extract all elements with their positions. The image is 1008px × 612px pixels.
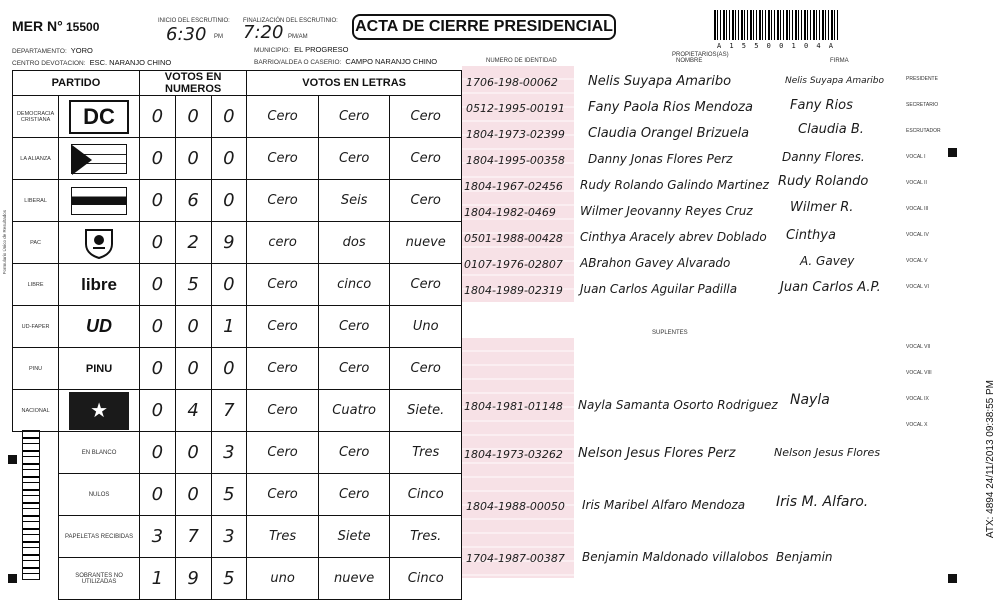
vote-word: Siete — [318, 516, 390, 558]
vote-digit: 0 — [211, 138, 247, 180]
vote-digit: 5 — [211, 558, 247, 600]
vote-word: Cero — [247, 138, 319, 180]
prop-id: 1804-1989-02319 — [464, 284, 563, 297]
vote-word: Tres. — [390, 516, 462, 558]
mer-number: 15500 — [66, 20, 100, 34]
sup-name: Nelson Jesus Flores Perz — [578, 446, 736, 461]
alianza-flag-icon — [71, 144, 127, 174]
table-row — [13, 306, 462, 348]
inicio-time: 6:30 — [166, 24, 207, 45]
vote-digit: 0 — [211, 180, 247, 222]
nacional-star-icon: ★ — [69, 392, 129, 430]
vote-word: Cero — [247, 474, 319, 516]
pinu-logo-icon: PINU — [85, 362, 113, 375]
left-strip-text: Formulario Único de Resultados — [2, 210, 7, 275]
barrio-label: BARRIO/ALDEA O CASERIO: — [254, 59, 342, 66]
vote-digit: 0 — [175, 96, 211, 138]
vote-digit: 0 — [139, 348, 175, 390]
prop-signature: Fany Rios — [790, 98, 853, 113]
municipio-label: MUNICIPIO: — [254, 47, 291, 54]
vote-word: Tres — [247, 516, 319, 558]
municipio-value: EL PROGRESO — [294, 45, 349, 54]
col-letras: VOTOS EN LETRAS — [247, 71, 462, 96]
vote-word: Cero — [390, 348, 462, 390]
table-row — [13, 180, 462, 222]
vote-digit: 0 — [175, 432, 211, 474]
prop-signature: Juan Carlos A.P. — [780, 280, 881, 295]
vote-digit: 0 — [139, 264, 175, 306]
table-row — [13, 432, 462, 474]
final-label: FINALIZACIÓN DEL ESCRUTINIO: — [243, 18, 338, 24]
col-nombre: NOMBRE — [676, 58, 703, 64]
vote-digit: 0 — [211, 264, 247, 306]
vote-digit: 3 — [211, 516, 247, 558]
prop-name: Nelis Suyapa Amaribo — [588, 74, 732, 89]
barrio-row — [254, 57, 437, 66]
table-row — [13, 516, 462, 558]
vote-digit: 0 — [139, 222, 175, 264]
sup-name: Benjamin Maldonado villalobos — [582, 550, 769, 564]
vote-word: nueve — [390, 222, 462, 264]
vote-digit: 5 — [175, 264, 211, 306]
special-name: PAPELETAS RECIBIDAS — [59, 516, 140, 558]
departamento-label: DEPARTAMENTO: — [12, 48, 67, 55]
final-time: 7:20 — [243, 22, 284, 43]
table-header-row — [13, 71, 462, 96]
table-row — [13, 264, 462, 306]
sup-signature: Benjamin — [776, 550, 833, 564]
inicio-suffix: PM — [214, 34, 223, 40]
vote-digit: 1 — [139, 558, 175, 600]
sup-signature: Nayla — [790, 392, 830, 408]
vote-word: Cero — [247, 180, 319, 222]
prop-id: 0107-1976-02807 — [464, 258, 563, 271]
role-label: VOCAL VII — [906, 344, 931, 350]
prop-name: Danny Jonas Flores Perz — [588, 152, 733, 166]
vote-word: Seis — [318, 180, 390, 222]
sup-id: 1804-1973-03262 — [464, 448, 563, 461]
col-identidad: NUMERO DE IDENTIDAD — [486, 58, 557, 64]
vote-word: Cero — [318, 138, 390, 180]
prop-name: Cinthya Aracely abrev Doblado — [580, 230, 767, 244]
table-row — [13, 348, 462, 390]
vote-word: Cero — [247, 306, 319, 348]
vote-word: Cero — [247, 348, 319, 390]
prop-id: 1804-1995-00358 — [466, 154, 565, 167]
party-name: PAC — [13, 222, 59, 264]
vote-digit: 0 — [139, 96, 175, 138]
vote-digit: 9 — [175, 558, 211, 600]
prop-signature: Rudy Rolando — [778, 174, 869, 189]
registration-mark-icon — [948, 148, 957, 157]
vote-word: uno — [247, 558, 319, 600]
vote-digit: 0 — [139, 432, 175, 474]
vote-word: Cero — [247, 264, 319, 306]
departamento-value: YORO — [70, 46, 93, 55]
prop-name: Rudy Rolando Galindo Martinez — [580, 178, 769, 192]
role-label: VOCAL IV — [906, 232, 929, 238]
registration-mark-icon — [948, 574, 957, 583]
sup-signature: Nelson Jesus Flores — [774, 446, 881, 459]
prop-id: 1706-198-00062 — [466, 76, 558, 89]
vote-digit: 7 — [211, 390, 247, 432]
role-label: VOCAL IX — [906, 396, 929, 402]
table-row — [13, 558, 462, 600]
role-label: VOCAL V — [906, 258, 928, 264]
sup-name: Iris Maribel Alfaro Mendoza — [582, 498, 746, 512]
special-name: SOBRANTES NO UTILIZADAS — [59, 558, 140, 600]
party-name: LIBRE — [13, 264, 59, 306]
sup-name: Nayla Samanta Osorto Rodriguez — [578, 398, 778, 412]
party-name: PINU — [13, 348, 59, 390]
vote-word: Uno — [390, 306, 462, 348]
vote-digit: 0 — [139, 390, 175, 432]
vote-digit: 6 — [175, 180, 211, 222]
vote-digit: 3 — [139, 516, 175, 558]
vote-word: Cero — [390, 96, 462, 138]
dc-logo-icon: DC — [69, 100, 129, 134]
party-name: NACIONAL — [13, 390, 59, 432]
vote-word: Cero — [247, 96, 319, 138]
role-label: VOCAL III — [906, 206, 929, 212]
vote-digit: 0 — [211, 348, 247, 390]
prop-name: Claudia Orangel Brizuela — [588, 126, 750, 141]
barrio-value: CAMPO NARANJO CHINO — [345, 57, 438, 66]
inicio-label: INICIO DEL ESCRUTINIO: — [158, 18, 230, 24]
vote-digit: 0 — [175, 348, 211, 390]
vote-digit: 0 — [175, 138, 211, 180]
vote-digit: 3 — [211, 432, 247, 474]
pac-logo-icon — [69, 226, 129, 260]
vote-word: dos — [318, 222, 390, 264]
table-row — [13, 222, 462, 264]
vote-word: Cero — [318, 96, 390, 138]
prop-name: Wilmer Jeovanny Reyes Cruz — [580, 204, 753, 218]
mer-label: MER N° — [12, 18, 63, 34]
col-numeros: VOTOS EN NUMEROS — [139, 71, 246, 96]
barcode-icon — [714, 10, 838, 40]
table-row — [13, 138, 462, 180]
party-name: LIBERAL — [13, 180, 59, 222]
prop-name: Fany Paola Rios Mendoza — [588, 100, 753, 115]
vote-digit: 0 — [175, 474, 211, 516]
vote-word: cero — [247, 222, 319, 264]
party-name: DEMOCRACIA CRISTIANA — [13, 96, 59, 138]
vote-word: Cuatro — [318, 390, 390, 432]
vote-word: Cinco — [390, 474, 462, 516]
sup-signature: Iris M. Alfaro. — [776, 494, 869, 510]
vote-word: Cero — [390, 138, 462, 180]
vote-digit: 0 — [139, 306, 175, 348]
prop-signature: Nelis Suyapa Amaribo — [785, 76, 885, 86]
suplentes-label: SUPLENTES — [652, 330, 688, 336]
vote-digit: 2 — [175, 222, 211, 264]
prop-signature: Wilmer R. — [790, 200, 854, 215]
vote-digit: 0 — [139, 138, 175, 180]
centro-label: CENTRO DEVOTACION: — [12, 60, 86, 67]
prop-signature: Claudia B. — [798, 122, 864, 137]
col-partido: PARTIDO — [13, 71, 140, 96]
role-label: SECRETARIO — [906, 102, 939, 108]
vote-digit: 7 — [175, 516, 211, 558]
role-label: VOCAL X — [906, 422, 928, 428]
table-row — [13, 390, 462, 432]
vote-digit: 0 — [139, 474, 175, 516]
liberal-flag-icon — [71, 187, 127, 215]
vote-word: Cero — [318, 474, 390, 516]
vote-word: Cero — [390, 180, 462, 222]
vote-digit: 9 — [211, 222, 247, 264]
transmission-stamp: ATX: 4894 24/11/2013 09:38:55 PM — [985, 380, 996, 539]
municipio-row — [254, 45, 348, 54]
prop-signature: Cinthya — [786, 228, 836, 243]
prop-id: 1804-1982-0469 — [464, 206, 556, 219]
vote-word: Cero — [247, 390, 319, 432]
vote-word: Cero — [318, 348, 390, 390]
party-name: LA ALIANZA — [13, 138, 59, 180]
ud-logo-icon: UD — [86, 316, 113, 336]
vote-digit: 4 — [175, 390, 211, 432]
vote-word: nueve — [318, 558, 390, 600]
final-suffix: PM/AM — [288, 34, 308, 40]
prop-id: 1804-1973-02399 — [466, 128, 565, 141]
role-label: VOCAL VI — [906, 284, 929, 290]
sup-id: 1804-1981-01148 — [464, 400, 563, 413]
col-firma: FIRMA — [830, 58, 849, 64]
table-row — [13, 474, 462, 516]
vote-word: Cero — [247, 432, 319, 474]
special-name: NULOS — [59, 474, 140, 516]
libre-logo-icon: libre — [81, 274, 117, 294]
barcode-number: A 1 5 5 0 0 1 0 4 A — [716, 42, 836, 50]
vote-word: Cero — [318, 306, 390, 348]
results-table — [12, 70, 462, 600]
role-label: ESCRUTADOR — [906, 128, 941, 134]
form-title: ACTA DE CIERRE PRESIDENCIAL — [352, 14, 616, 40]
vote-word: Cero — [318, 432, 390, 474]
vote-digit: 0 — [139, 180, 175, 222]
prop-name: ABrahon Gavey Alvarado — [580, 256, 731, 270]
vote-digit: 5 — [211, 474, 247, 516]
prop-signature: Danny Flores. — [782, 150, 865, 164]
prop-signature: A. Gavey — [800, 254, 855, 268]
sup-id: 1704-1987-00387 — [466, 552, 565, 565]
vote-word: Cero — [390, 264, 462, 306]
vote-digit: 0 — [211, 96, 247, 138]
vote-digit: 1 — [211, 306, 247, 348]
centro-value: ESC. NARANJO CHINO — [89, 58, 172, 67]
col-propietarios: PROPIETARIOS(AS) — [672, 52, 729, 58]
vote-word: cinco — [318, 264, 390, 306]
centro-row — [12, 58, 171, 67]
role-label: PRESIDENTE — [906, 76, 938, 82]
role-label: VOCAL I — [906, 154, 926, 160]
sup-id: 1804-1988-00050 — [466, 500, 565, 513]
prop-id: 0501-1988-00428 — [464, 232, 563, 245]
table-row — [13, 96, 462, 138]
vote-word: Cinco — [390, 558, 462, 600]
vote-word: Tres — [390, 432, 462, 474]
departamento-row — [12, 46, 93, 55]
role-label: VOCAL VIII — [906, 370, 932, 376]
vote-digit: 0 — [175, 306, 211, 348]
prop-id: 0512-1995-00191 — [466, 102, 565, 115]
special-name: EN BLANCO — [59, 432, 140, 474]
prop-name: Juan Carlos Aguilar Padilla — [580, 282, 738, 296]
vote-word: Siete. — [390, 390, 462, 432]
party-name: UD-FAPER — [13, 306, 59, 348]
prop-id: 1804-1967-02456 — [464, 180, 563, 193]
role-label: VOCAL II — [906, 180, 927, 186]
